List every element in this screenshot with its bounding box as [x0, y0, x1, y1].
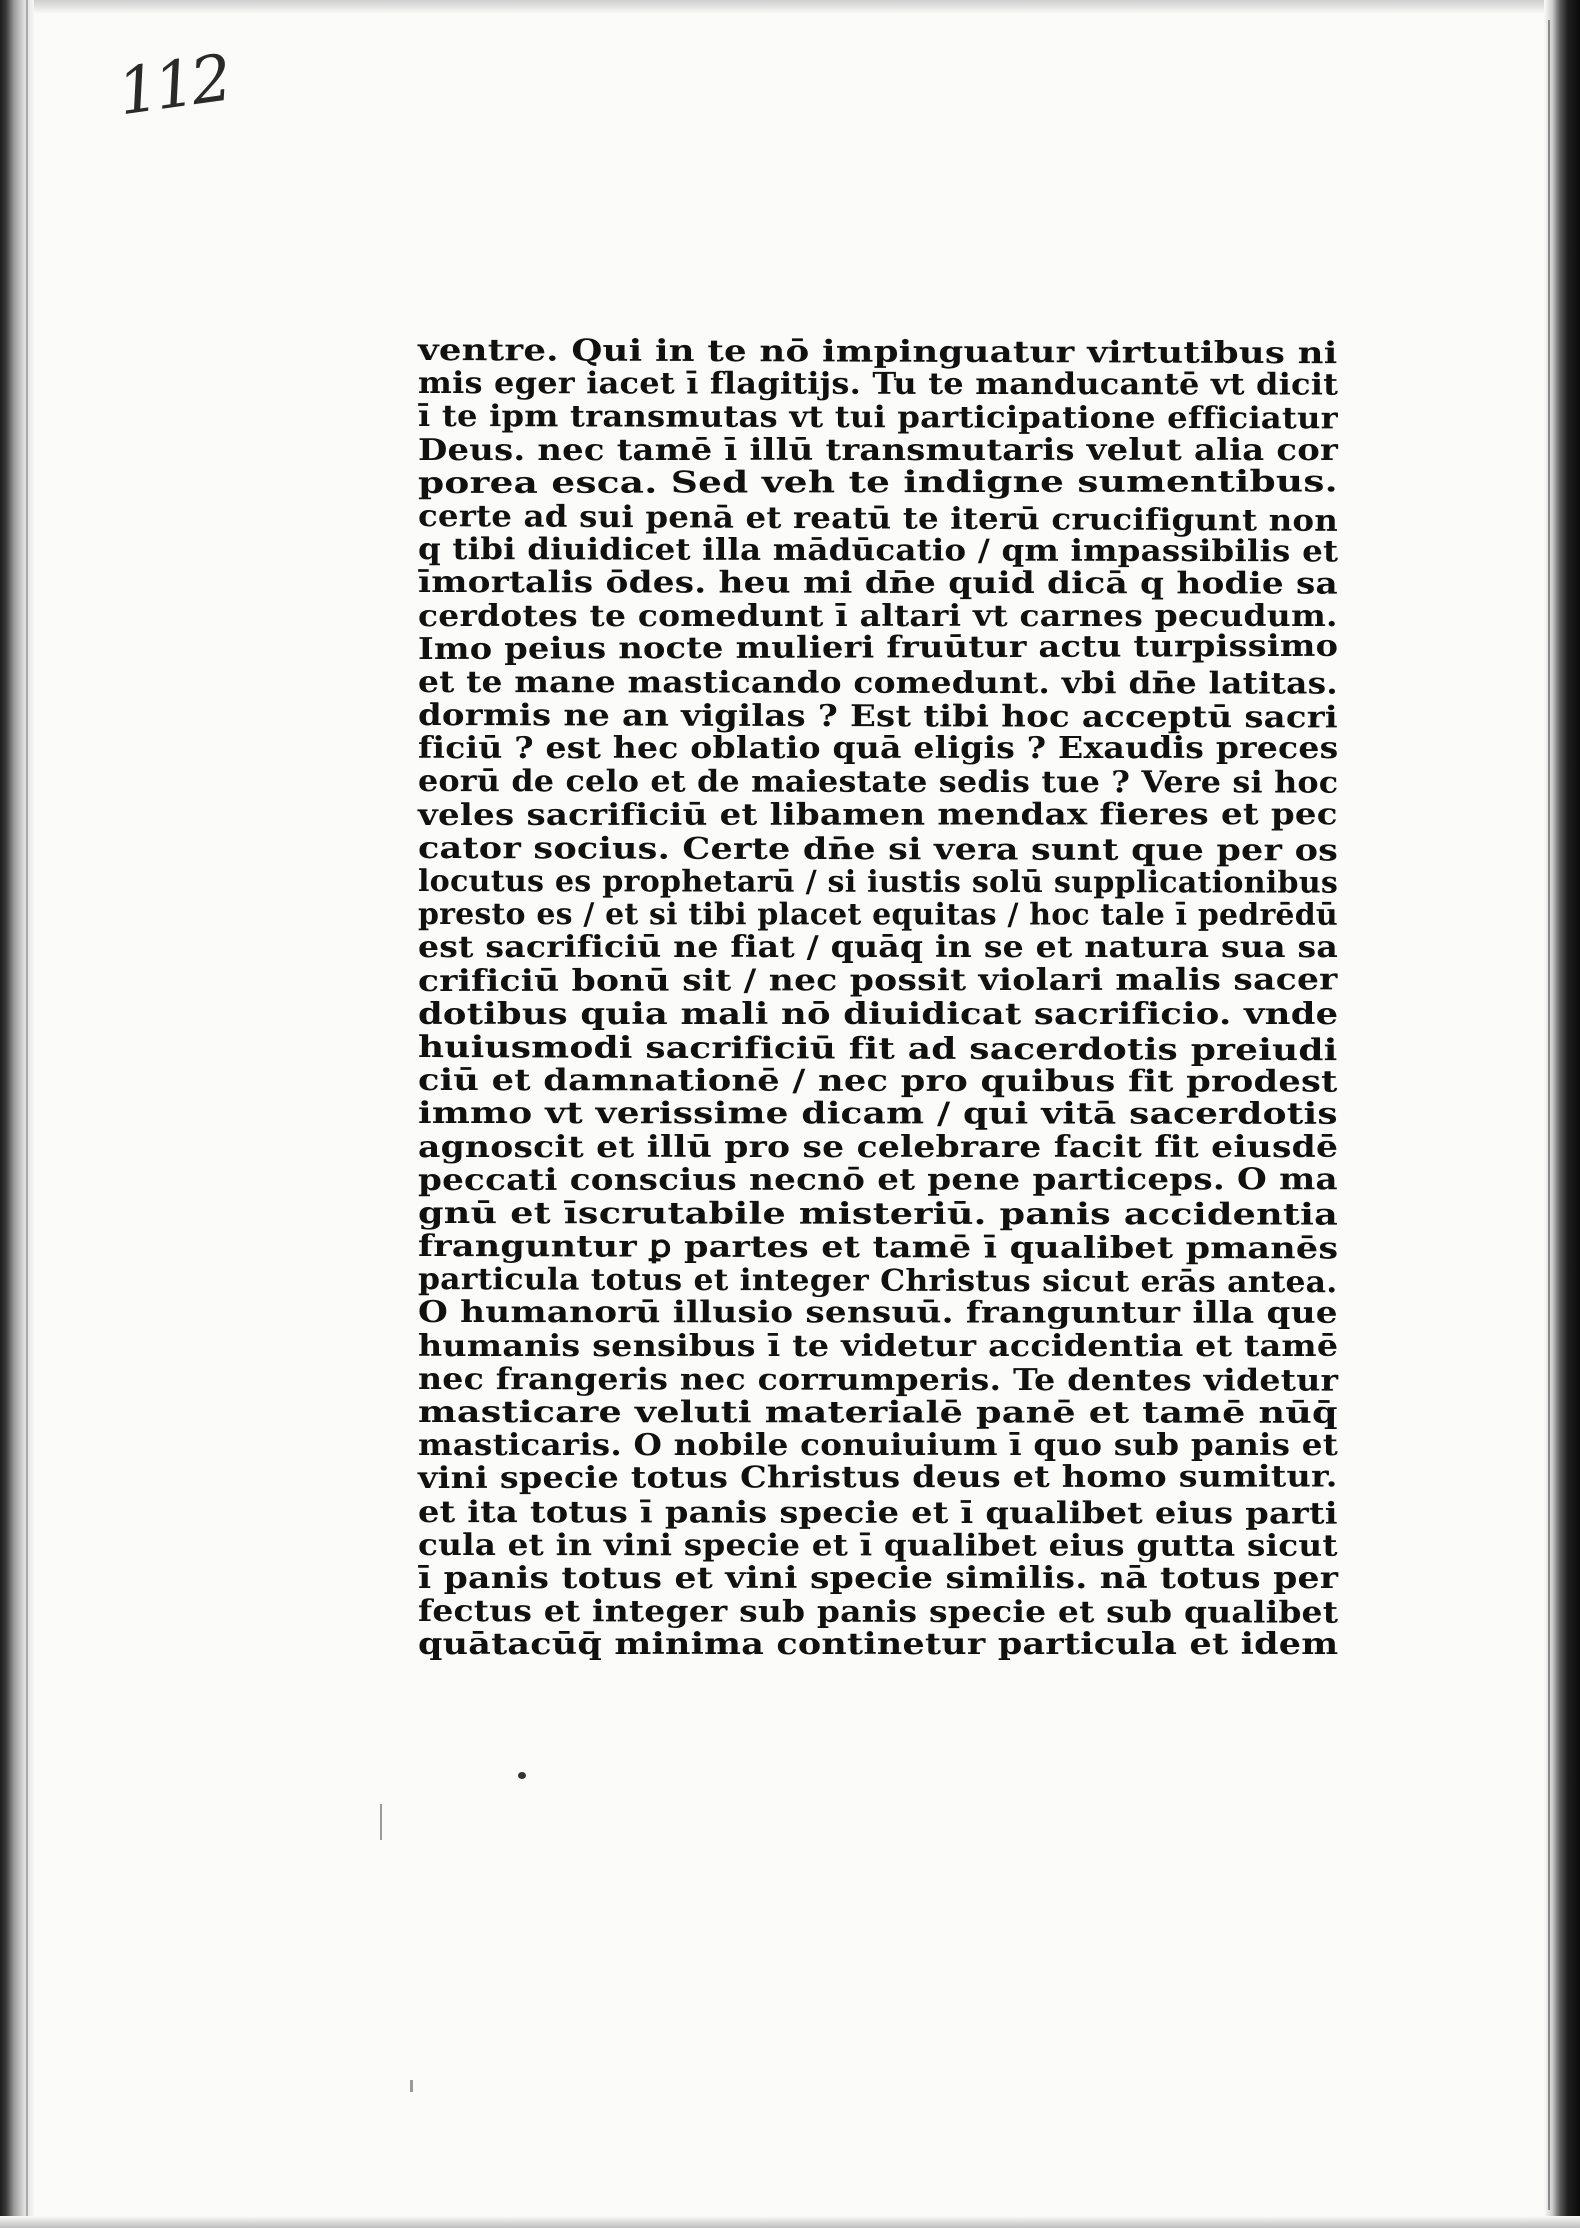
text-line: ī te ipm transmutas vt tui participatione efficiatur: [417, 399, 1338, 437]
text-line: crificiū bonū sit / nec possit violari malis sacer: [417, 961, 1338, 999]
text-line: ventre. Qui in te nō impinguatur virtutibus ni: [417, 333, 1338, 372]
text-line: cator socius. Certe dn̄e si vera sunt que per os: [417, 830, 1339, 869]
text-line: vini specie totus Christus deus et homo sumitur.: [417, 1459, 1338, 1497]
text-line: dormis ne an vigilas ? Est tibi hoc acceptū sacri: [417, 698, 1338, 736]
page-right-border: [1548, 20, 1550, 2210]
text-line: cula et in vini specie et ī qualibet eius gutta sicut: [417, 1527, 1338, 1564]
text-line: O humanorū illusio sensuū. franguntur illa que: [417, 1295, 1338, 1332]
text-line: presto es / et si tibi placet equitas / hoc tale ī pedrēdū: [417, 897, 1338, 933]
faint-mark: [380, 1804, 382, 1840]
text-line: eorū de celo et de maiestate sedis tue ? Vere si hoc: [417, 764, 1339, 802]
text-line: masticare veluti materialē panē et tamē nūq̄: [417, 1395, 1338, 1431]
text-line: porea esca. Sed veh te indigne sumentibus.: [417, 464, 1338, 501]
binding-edge: [0, 0, 34, 2228]
text-line: ī panis totus et vini specie similis. nā totus per: [418, 1560, 1339, 1596]
text-line: ficiū ? est hec oblatio quā eligis ? Exaudis preces: [418, 731, 1339, 767]
text-line: veles sacrificiū et libamen mendax fieres et pec: [417, 796, 1338, 833]
text-line: ciū et damnationē / nec pro quibus fit prodest: [417, 1063, 1338, 1100]
text-line: fectus et integer sub panis specie et sub qualibet: [417, 1594, 1339, 1631]
text-line: humanis sensibus ī te videtur accidentia et tamē: [418, 1328, 1339, 1364]
text-line: Deus. nec tamē ī illū transmutaris velut alia cor: [418, 432, 1339, 468]
text-line: huiusmodi sacrificiū fit ad sacerdotis preiudi: [417, 1029, 1338, 1069]
text-line: īmortalis ōdes. heu mi dn̄e quid dicā q hodie sa: [417, 565, 1339, 602]
text-line: franguntur ꝑ partes et tamē ī qualibet pmanēs: [417, 1229, 1339, 1267]
text-line: locutus es prophetarū / si iustis solū supplicationibus: [417, 864, 1339, 901]
text-line: nec frangeris nec corrumperis. Te dentes videtur: [417, 1361, 1339, 1399]
text-line: immo vt verissime dicam / qui vitā sacerdotis: [417, 1096, 1338, 1133]
text-line: peccati conscius necnō et pene particeps. O ma: [417, 1161, 1338, 1198]
text-line: est sacrificiū ne fiat / quāq in se et natura sua sa: [418, 930, 1339, 966]
manuscript-text-block: [418, 334, 1338, 1724]
text-line: agnoscit et illū pro se celebrare facit fit eiusdē: [418, 1129, 1339, 1165]
ink-spot: [518, 1772, 526, 1779]
page-top-edge: [0, 0, 1580, 14]
text-line: cerdotes te comedunt ī altari vt carnes pecudum.: [418, 598, 1338, 634]
text-line: masticaris. O nobile conuiuium ī quo sub panis et: [418, 1428, 1338, 1464]
text-line: et te mane masticando comedunt. vbi dn̄e latitas.: [417, 664, 1338, 702]
text-line: Imo peius nocte mulieri fruūtur actu turpissimo: [417, 628, 1339, 667]
text-line: gnū et īscrutabile misteriū. panis accidentia: [417, 1195, 1339, 1233]
text-line: q tibi diuidicet illa mādūcatio / qm impassibilis et: [417, 532, 1339, 570]
page-bottom-edge: [0, 2216, 1580, 2228]
faint-mark: [410, 2080, 413, 2092]
text-line: mis eger iacet ī flagitijs. Tu te manducantē vt dicit: [417, 366, 1339, 403]
text-line: dotibus quia mali nō diuidicat sacrificio. vnde: [418, 996, 1339, 1032]
text-line: quātacūq̄ minima continetur particula et idem: [418, 1627, 1339, 1663]
folio-number: 112: [113, 41, 233, 131]
text-line: particula totus et integer Christus sicut erās antea.: [417, 1262, 1338, 1301]
text-line: certe ad sui penā et reatū te iterū crucifigunt non: [417, 498, 1339, 539]
binding-rule: [26, 0, 28, 2228]
text-line: et ita totus ī panis specie et ī qualibet eius parti: [417, 1494, 1338, 1532]
